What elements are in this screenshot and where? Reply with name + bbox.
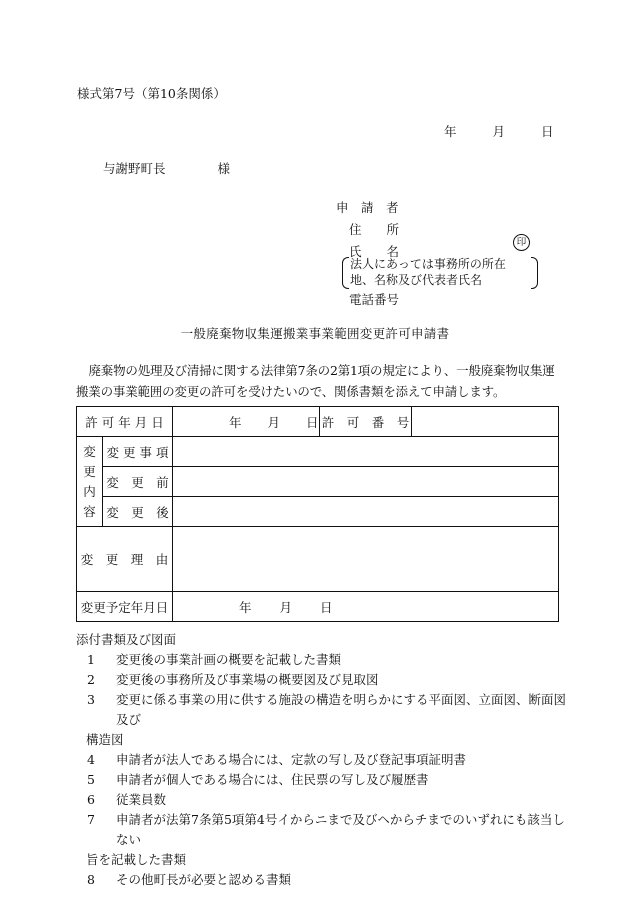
item-text-continued: 構造図	[86, 732, 124, 747]
item-text: 従業員数	[116, 792, 167, 807]
right-bracket	[531, 257, 538, 289]
item-number: 3	[87, 692, 95, 707]
change-item-label: 変 更 事 項	[103, 437, 173, 467]
attachments-title: 添付書類及び図面	[76, 632, 177, 647]
permit-date-cell[interactable]	[173, 407, 320, 437]
item-text: 変更後の事業計画の概要を記載した書類	[116, 652, 342, 667]
applicant-heading: 申 請 者	[336, 200, 399, 215]
list-item	[76, 670, 568, 690]
item-number: 7	[87, 812, 95, 827]
applicant-phone-label: 電話番号	[349, 292, 400, 307]
list-item	[76, 870, 568, 890]
item-text-continued: 旨を記載した書類	[86, 852, 187, 867]
after-label: 変 更 後	[103, 497, 173, 527]
item-text	[116, 810, 568, 850]
planned-month: 月	[279, 599, 293, 615]
application-table	[76, 406, 559, 622]
permit-year: 年	[229, 414, 242, 430]
item-text: 申請者が個人である場合には、住民票の写し及び履歴書	[116, 772, 429, 787]
addressee	[103, 159, 230, 177]
applicant-block	[336, 197, 399, 263]
change-content-char-1: 変	[83, 443, 96, 459]
document-title: 一般廃棄物収集運搬業事業範囲変更許可申請書	[180, 326, 450, 341]
reason-cell[interactable]	[173, 527, 559, 592]
seal-mark: 印	[513, 234, 530, 251]
addressee-honorific: 様	[217, 161, 231, 176]
reason-label: 変 更 理 由	[77, 527, 173, 592]
change-content-char-3: 内	[83, 483, 96, 499]
permit-number-cell[interactable]	[412, 407, 559, 437]
list-item	[76, 790, 568, 810]
item-number: 2	[87, 672, 95, 687]
application-date	[444, 122, 553, 140]
planned-date-cell[interactable]	[173, 592, 559, 622]
applicant-name-label: 氏 名	[349, 244, 400, 259]
item-text	[116, 690, 568, 730]
item-text-line: 申請者が法第7条第5項第4号イからニまで及びヘからチまでのいずれにも該当しない	[116, 812, 565, 847]
item-number: 5	[87, 772, 95, 787]
date-year: 年	[444, 124, 457, 139]
list-item	[76, 770, 568, 790]
item-text-line: 変更に係る事業の用に供する施設の構造を明らかにする平面図、立面図、断面図及び	[116, 692, 567, 727]
corporation-note	[344, 256, 530, 288]
list-item	[76, 750, 568, 770]
corp-note-line-1: 法人にあっては事務所の所在	[350, 257, 506, 271]
before-label: 変 更 前	[103, 467, 173, 497]
item-number: 8	[87, 872, 95, 887]
attachments-list	[76, 650, 568, 890]
body-text	[76, 360, 566, 402]
addressee-name: 与謝野町長	[103, 161, 166, 176]
after-cell[interactable]	[173, 497, 559, 527]
list-item	[76, 650, 568, 670]
list-item-continuation	[76, 850, 568, 870]
corp-note-line-2: 地、名称及び代表者氏名	[350, 273, 483, 287]
planned-day: 日	[320, 599, 333, 615]
list-item	[76, 690, 568, 730]
planned-date-label: 変更予定年月日	[77, 592, 173, 622]
permit-number-label: 許 可 番 号	[320, 407, 412, 437]
item-number: 4	[87, 752, 95, 767]
form-number: 様式第7号（第10条関係）	[77, 86, 226, 101]
applicant-address-label: 住 所	[349, 222, 400, 237]
item-text: その他町長が必要と認める書類	[116, 872, 292, 887]
permit-day: 日	[306, 414, 319, 430]
list-item	[76, 810, 568, 850]
permit-date-label: 許 可 年 月 日	[77, 407, 173, 437]
before-cell[interactable]	[173, 467, 559, 497]
item-number: 1	[87, 652, 95, 667]
list-item-continuation	[76, 730, 568, 750]
change-content-label	[77, 437, 103, 527]
item-text: 申請者が法人である場合には、定款の写し及び登記事項証明書	[116, 752, 467, 767]
date-day: 日	[540, 124, 554, 139]
item-text: 変更後の事務所及び事業場の概要図及び見取図	[116, 672, 379, 687]
permit-month: 月	[267, 414, 281, 430]
change-content-char-4: 容	[83, 503, 96, 519]
left-bracket	[342, 257, 349, 289]
change-item-cell[interactable]	[173, 437, 559, 467]
planned-year: 年	[239, 599, 252, 615]
change-content-char-2: 更	[83, 463, 96, 479]
attachments	[76, 630, 568, 890]
body-paragraph: 廃棄物の処理及び清掃に関する法律第7条の2第1項の規定により、一般廃棄物収集運搬業の事業範囲の変更の許可を受けたいので、関係書類を添えて申請します。	[76, 363, 555, 399]
date-month: 月	[492, 124, 505, 139]
item-number: 6	[87, 792, 95, 807]
